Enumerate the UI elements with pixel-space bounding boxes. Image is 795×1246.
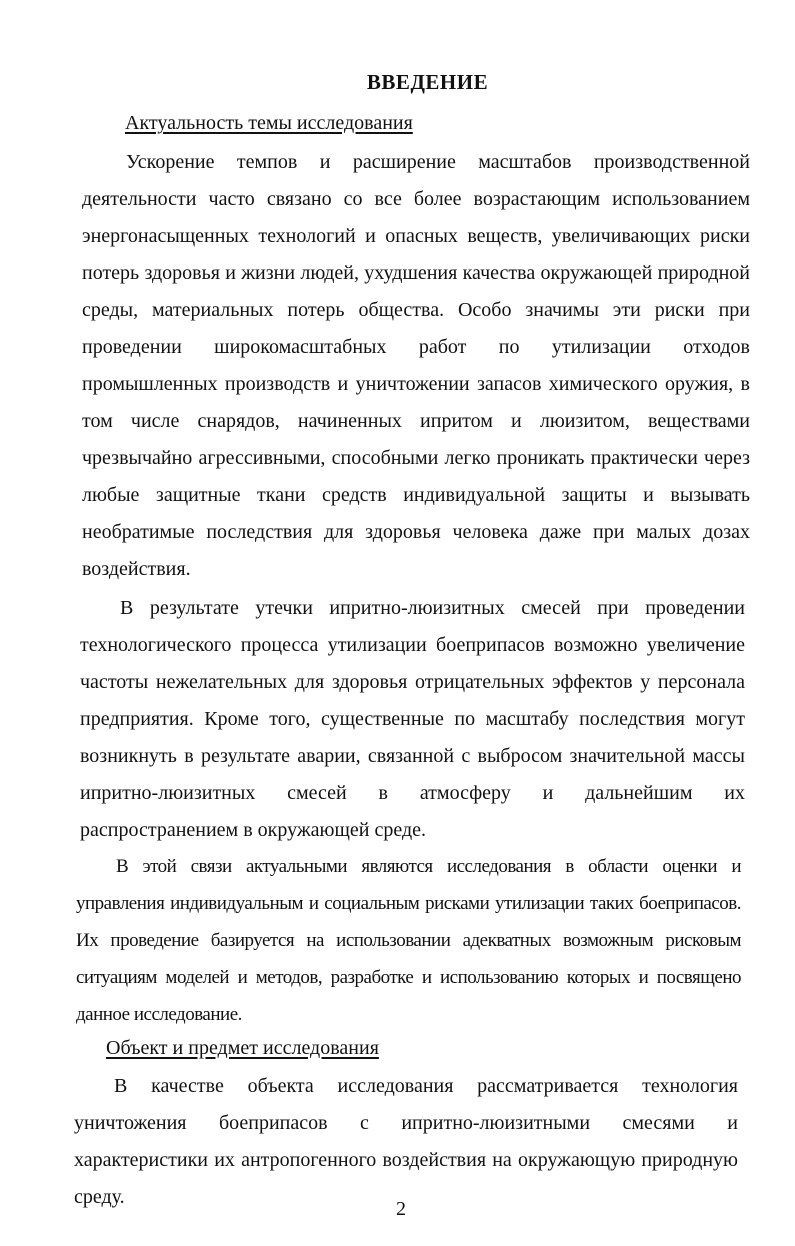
paragraph-relevance-2: В результате утечки ипритно-люизитных смесей при проведении технологического процесса утилизации боеприпасов возможно увеличение частоты нежелательных для здоровья отрицательных эффектов у персонала предприятия. Кроме того, существенные по масштабу последствия могут возникнуть в результате аварии, связанной с выбросом значительной массы ипритно-люизитных смесей в атмосферу и дальнейшим их распространением в окружающей среде.	[80, 597, 745, 841]
page-title: ВВЕДЕНИЕ	[366, 70, 489, 94]
page-number: 2	[396, 1198, 406, 1220]
section-heading-object: Объект и предмет исследования	[106, 1037, 379, 1059]
paragraph-relevance-1: Ускорение темпов и расширение масштабов производственной деятельности часто связано со все более возрастающим использованием энергонасыщенных технологий и опасных веществ, увеличивающих риски потерь здоровья и жизни людей, ухудшения качества окружающей природной среды, материальных потерь общества. Особо значимы эти риски при проведении широкомасштабных работ по утилизации отходов промышленных производств и уничтожении запасов химического оружия, в том числе снарядов, начиненных ипритом и люизитом, веществами чрезвычайно агрессивными, способными легко проникать практически через любые защитные ткани средств индивидуальной защиты и вызывать необратимые последствия для здоровья человека даже при малых дозах воздействия.	[82, 151, 750, 580]
paragraph-relevance-3: В этой связи актуальными являются исследования в области оценки и управления индивидуальным и социальным рисками утилизации таких боеприпасов. Их проведение базируется на использовании адекватных возможным рисковым ситуациям моделей и методов, разработке и использованию которых и посвящено данное исследование.	[76, 856, 741, 1025]
section-heading-relevance: Актуальность темы исследования	[125, 112, 413, 134]
paragraph-object-1: В качестве объекта исследования рассматривается технология уничтожения боеприпасов с ипритно-люизитными смесями и характеристики их антропогенного воздействия на окружающую природную среду.	[74, 1075, 738, 1208]
